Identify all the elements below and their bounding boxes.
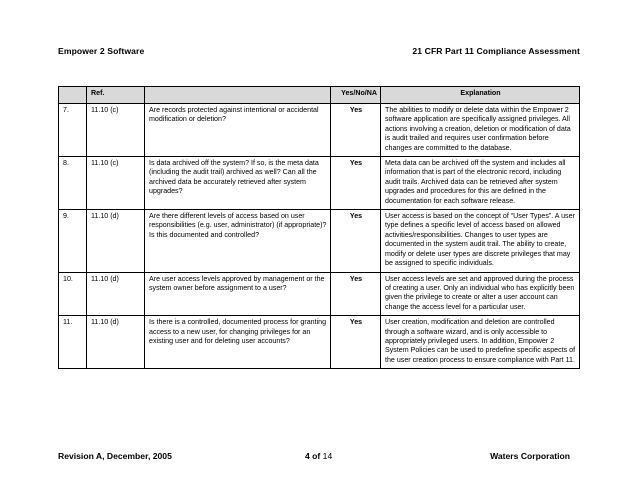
header-section-title: 21 CFR Part 11 Compliance Assessment bbox=[412, 46, 580, 56]
column-header-ref: Ref. bbox=[87, 87, 145, 104]
row-ref: 11.10 (c) bbox=[87, 157, 145, 210]
row-explanation: The abilities to modify or delete data within the Empower 2 software application are specifically assigned privileges. All actions involving a creation, deletion or modification of data is audit trailed and requires user confirmation before changes are committed to the database. bbox=[381, 104, 580, 157]
row-question: Are user access levels approved by management or the system owner before assignment to a user? bbox=[145, 272, 331, 316]
table-row bbox=[59, 104, 580, 157]
table-row bbox=[59, 272, 580, 316]
row-question: Are records protected against intentional or accidental modification or deletion? bbox=[145, 104, 331, 157]
row-answer: Yes bbox=[331, 157, 381, 210]
row-explanation: User access is based on the concept of “User Types”. A user type defines a specific level of access based on allowed activities/responsibilities. Changes to user types are documented in the system audit trail. The ability to create, modify or delete user types are discrete privileges that may be assigned to specific individuals. bbox=[381, 210, 580, 272]
page-total: 14 bbox=[322, 451, 333, 461]
row-number: 9. bbox=[59, 210, 87, 272]
table-row bbox=[59, 316, 580, 369]
column-header-yes-no-na: Yes/No/NA bbox=[331, 87, 381, 104]
row-explanation: User creation, modification and deletion are controlled through a software wizard, and is only accessible to appropriately privileged users. In addition, Empower 2 System Policies can be used to predefine specific aspects of the user creation process to ensure compliance with Part 11. bbox=[381, 316, 580, 369]
row-answer: Yes bbox=[331, 272, 381, 316]
row-answer: Yes bbox=[331, 104, 381, 157]
row-answer: Yes bbox=[331, 210, 381, 272]
row-question: Is there is a controlled, documented process for granting access to a new user, for changing privileges for an existing user and for deleting user accounts? bbox=[145, 316, 331, 369]
row-answer: Yes bbox=[331, 316, 381, 369]
row-ref: 11.10 (d) bbox=[87, 272, 145, 316]
compliance-table bbox=[58, 86, 580, 369]
row-ref: 11.10 (c) bbox=[87, 104, 145, 157]
column-header-number bbox=[59, 87, 87, 104]
row-ref: 11.10 (d) bbox=[87, 316, 145, 369]
table-row bbox=[59, 210, 580, 272]
footer-company: Waters Corporation bbox=[490, 451, 570, 461]
row-question: Are there different levels of access based on user responsibilities (e.g. user, administrator) (if appropriate)? Is this documented and controlled? bbox=[145, 210, 331, 272]
row-number: 11. bbox=[59, 316, 87, 369]
page-prefix: 4 of bbox=[305, 451, 321, 461]
footer-revision: Revision A, December, 2005 bbox=[58, 451, 172, 461]
column-header-explanation: Explanation bbox=[381, 87, 580, 104]
row-ref: 11.10 (d) bbox=[87, 210, 145, 272]
row-question: Is data archived off the system? If so, is the meta data (including the audit trail) archived as well? Can all the archived data be accurately retrieved after system upgrades? bbox=[145, 157, 331, 210]
row-explanation: Meta data can be archived off the system and includes all information that is part of the electronic record, including audit trails. Archived data can be retrieved after system upgrades and procedures for this are defined in the documentation for each software release. bbox=[381, 157, 580, 210]
row-explanation: User access levels are set and approved during the process of creating a user. Only an individual who has explicitly been given the privilege to create or alter a user account can change the access level for a particular user. bbox=[381, 272, 580, 316]
footer-page-number bbox=[305, 451, 332, 461]
row-number: 7. bbox=[59, 104, 87, 157]
row-number: 10. bbox=[59, 272, 87, 316]
table-row bbox=[59, 157, 580, 210]
row-number: 8. bbox=[59, 157, 87, 210]
column-header-question bbox=[145, 87, 331, 104]
header-document-title: Empower 2 Software bbox=[58, 46, 145, 56]
table-header-row bbox=[59, 87, 580, 104]
